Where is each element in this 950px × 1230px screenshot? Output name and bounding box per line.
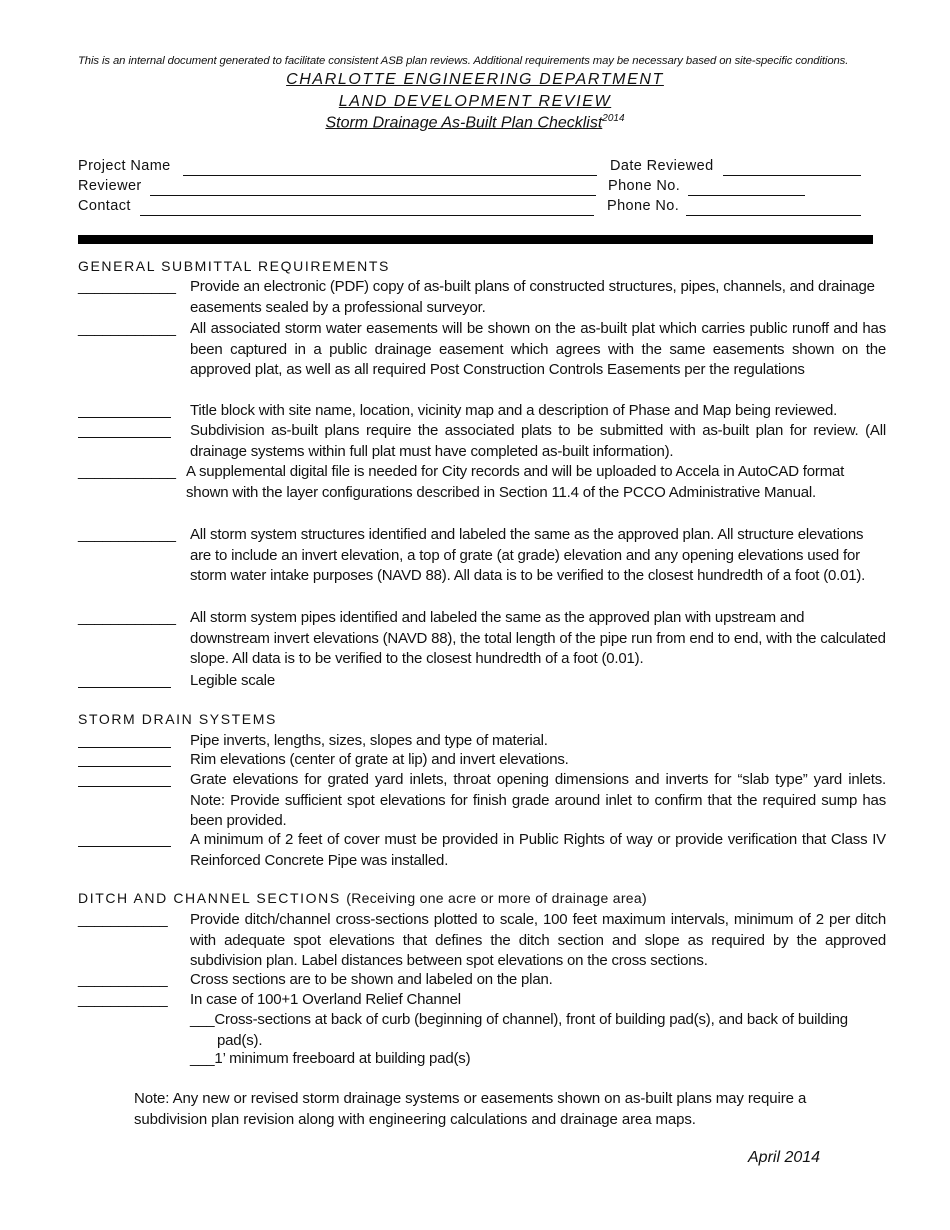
reviewer-label: Reviewer [78,178,142,194]
checklist-item: ____________ Provide an electronic (PDF) copy of as-built plans of constructed structures, pipes, channels, and drainage easements sealed by a professional surveyor. [78,278,875,316]
checklist-title: Storm Drainage As-Built Plan Checklist$^{2014}$ [325,113,625,132]
review-title: LAND DEVELOPMENT REVIEW [338,93,612,110]
checklist-subitem: ___1’ minimum freeboard at building pad(s) [190,1050,471,1067]
project-name-label: Project Name [78,158,171,174]
check-blank[interactable] [78,846,171,847]
check-blank[interactable]: ___________ [78,991,168,1008]
checklist-item: Title block with site name, location, vicinity map and a description of Phase and Map being reviewed. [78,401,886,422]
check-blank[interactable]: ____________ [78,320,176,337]
checklist-subitem: ___Cross-sections at back of curb (beginning of channel), front of building pad(s), and back of building pad(s). [190,1011,848,1049]
checklist-item: ___________ In case of 100+1 Overland Relief Channel [78,990,886,1011]
footer-note: Note: Any new or revised storm drainage systems or easements shown on as-built plans may require a subdivision plan revision along with engineering calculations and drainage area maps. [134,1090,807,1128]
checklist-item: ____________ All associated storm water easements will be shown on the as-built plat which carries public runoff and has been captured in a public drainage easement which agrees with the same easements shown on the approved plat, as well as all required Post Construction Controls Easements per the regulations [78,320,886,379]
check-blank[interactable] [78,747,171,748]
phone-field-1[interactable] [688,195,805,196]
phone-field-2[interactable] [686,215,861,216]
date-reviewed-label: Date Reviewed [610,158,714,174]
storm-section-heading: STORM DRAIN SYSTEMS [78,711,277,727]
check-blank[interactable] [78,437,171,438]
checklist-item: ___________ Cross sections are to be shown and labeled on the plan. [78,970,886,991]
revision-date: April 2014 [748,1149,821,1166]
checklist-item: Subdivision as-built plans require the associated plats to be submitted with as-built plan for review. (All drainage systems within full plat must have completed as-built information). [78,421,886,462]
checklist-item: A minimum of 2 feet of cover must be provided in Public Rights of way or provide verification that Class IV Reinforced Concrete Pipe was installed. [78,830,886,871]
ditch-section-subheading: (Receiving one acre or more of drainage area) [346,890,647,906]
title-year: 2014 [602,113,625,124]
check-blank[interactable]: ____________ [78,609,176,626]
contact-field[interactable] [140,215,594,216]
checklist-item: ___________ Provide ditch/channel cross-sections plotted to scale, 100 feet maximum intervals, minimum of 2 per ditch with adequate spot elevations that defines the ditch section and slope as required by the approved subdivision plan. Label distances between spot elevations on the cross sections. [78,911,886,970]
checklist-item: ____________ All storm system pipes identified and labeled the same as the approved plan with upstream and downstream invert elevations (NAVD 88), the total length of the pipe run from end to end, with the calculated slope. All data is to be verified to the closest hundredth of a foot (0.01). [78,609,886,668]
header-divider [78,235,873,244]
checklist-item: ____________ All storm system structures identified and labeled the same as the approved plan. All structure elevations are to include an invert elevation, a top of grate (at grade) elevation and any opening elevations used for storm water intake purposes (NAVD 88). All data is to be verified to the closest hundredth of a foot (0.01). [78,526,866,585]
check-blank[interactable]: ____________ [78,526,176,543]
check-blank[interactable] [78,786,171,787]
phone-label-1: Phone No. [608,178,681,194]
department-title: CHARLOTTE ENGINEERING DEPARTMENT [286,71,664,88]
check-blank[interactable]: ___________ [78,911,168,928]
checklist-item: Pipe inverts, lengths, sizes, slopes and type of material. [78,731,886,752]
check-blank[interactable]: ___________ [78,971,168,988]
checklist-item: Legible scale [78,671,886,692]
reviewer-field[interactable] [150,195,596,196]
ditch-section-heading: DITCH AND CHANNEL SECTIONS (Receiving one acre or more of drainage area) [78,890,647,906]
contact-label: Contact [78,198,131,214]
check-blank[interactable]: ____________ [78,278,176,295]
check-blank[interactable]: ____________ [78,463,176,480]
phone-label-2: Phone No. [607,198,680,214]
general-section-heading: GENERAL SUBMITTAL REQUIREMENTS [78,258,390,274]
check-blank[interactable] [78,766,171,767]
project-name-field[interactable] [183,175,597,176]
check-blank[interactable] [78,417,171,418]
checklist-item: Rim elevations (center of grate at lip) and invert elevations. [78,750,886,771]
checklist-item: Grate elevations for grated yard inlets, throat opening dimensions and inverts for “slab type” yard inlets. Note: Provide sufficient spot elevations for finish grade around inlet to confirm that the required sump has been provided. [78,770,886,832]
checklist-item: ____________ A supplemental digital file is needed for City records and will be uploaded to Accela in AutoCAD format shown with the layer configurations described in Section 11.4 of the PCCO Administrative Manual. [78,463,845,501]
date-reviewed-field[interactable] [723,175,861,176]
check-blank[interactable] [78,687,171,688]
internal-document-note: This is an internal document generated to facilitate consistent ASB plan reviews. Additional requirements may be necessary based on site-specific conditions. [78,55,849,67]
